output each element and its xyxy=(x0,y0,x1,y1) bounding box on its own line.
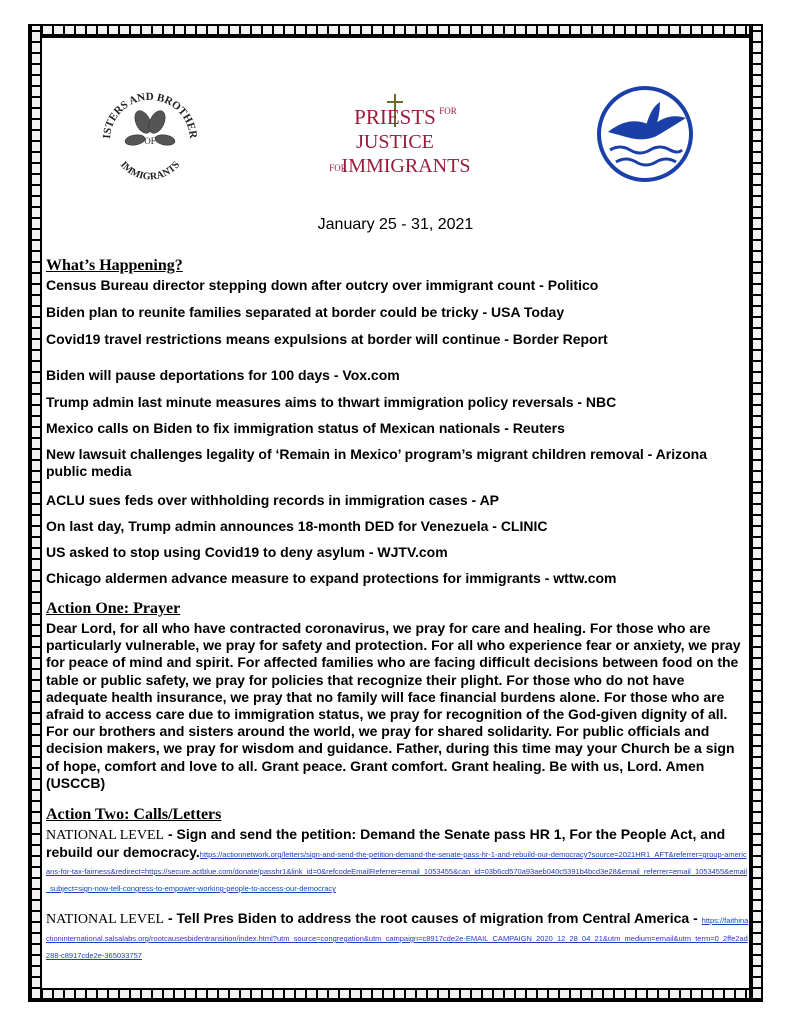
news-item[interactable]: New lawsuit challenges legality of ‘Remain in Mexico’ program’s migrant children removal - Arizona public media xyxy=(46,446,708,479)
priests-for-justice-logo xyxy=(320,92,470,182)
logo-line-3: IMMIGRANTS xyxy=(341,155,470,177)
news-item[interactable]: Census Bureau director stepping down after outcry over immigrant count - Politico xyxy=(46,277,599,293)
border-right xyxy=(749,24,763,1002)
call-text: - Tell Pres Biden to address the root causes of migration from Central America - xyxy=(164,910,702,926)
call-level: NATIONAL LEVEL xyxy=(46,912,165,927)
news-item[interactable]: Mexico calls on Biden to fix immigration status of Mexican nationals - Reuters xyxy=(46,420,565,436)
news-item[interactable]: On last day, Trump admin announces 18-month DED for Venezuela - CLINIC xyxy=(46,518,548,534)
news-item[interactable]: ACLU sues feds over withholding records in immigration cases - AP xyxy=(46,492,500,508)
news-item[interactable]: Biden will pause deportations for 100 days - Vox.com xyxy=(46,367,400,383)
action-one-title: Action One: Prayer xyxy=(46,600,181,617)
logo-for-2: FOR xyxy=(329,163,347,173)
action-two-title: Action Two: Calls/Letters xyxy=(46,806,222,823)
date-range: January 25 - 31, 2021 xyxy=(317,216,474,233)
border-left xyxy=(28,24,42,1002)
news-item[interactable]: US asked to stop using Covid19 to deny asylum - WJTV.com xyxy=(46,544,448,560)
call-item xyxy=(46,826,749,895)
sisters-brothers-logo xyxy=(95,82,205,192)
border-bottom xyxy=(28,988,763,1002)
call-link[interactable]: https://actionnetwork.org/letters/sign-and-send-the-petition-demand-the-senate-pass-hr-1-and-rebuild-our-democracy?source=2021HR1_AFT&referrer=group-americans-for-tax-fairness&redirect=https://secure.actblue.com/donate/passhr1&link_id=0&refcodeEmailReferrer=email_1053455&can_id=03b6cd570a93aeb040c5391b4bcd3e28&email_referrer=email_1053455&email_subject=sign-now-tell-congress-to-empower-working-people-to-access-our-democracy xyxy=(46,850,748,893)
whats-happening-title: What’s Happening? xyxy=(46,257,183,274)
logo-line-2: JUSTICE xyxy=(356,131,434,153)
prayer-text: Dear Lord, for all who have contracted coronavirus, we pray for care and healing. For those who are particularly vulnerable, we pray for safety and protection. For all who experience fear or anxiety, we pray for peace of mind and spirit. For affected families who are facing difficult decisions between food on the table or public safety, we pray for policies that recognize their plight. For those who do not have adequate health insurance, we pray that no family will face financial burdens alone. For those who are afraid to access care due to immigration status, we pray for recognition of the God-given dignity of all. For our brothers and sisters around the world, we pray for shared solidarity. For public officials and decision makers, we pray for wisdom and guidance. Father, during this time may your Church be a sign of hope, comfort and love to all. Grant peace. Grant comfort. Grant healing. Be with us, Lord. Amen (USCCB) xyxy=(46,620,741,791)
call-text: - Sign and send the petition: Demand the Senate pass HR 1, For the People Act, and rebuild our democracy. xyxy=(46,826,726,860)
call-level: NATIONAL LEVEL xyxy=(46,828,165,843)
news-item[interactable]: Biden plan to reunite families separated at border could be tricky - USA Today xyxy=(46,304,565,320)
news-item[interactable]: Covid19 travel restrictions means expulsions at border will continue - Border Report xyxy=(46,331,608,347)
svg-text:OF: OF xyxy=(144,136,156,146)
news-item[interactable]: Chicago aldermen advance measure to expand protections for immigrants - wttw.com xyxy=(46,570,617,586)
svg-text:SISTERS AND BROTHERS: ISTERS AND BROTHER xyxy=(100,90,200,140)
call-link[interactable]: https://faithinactioninternational.salsalabs.org/rootcausesbidentransition/index.html?utm_source=congregation&utm_campaign=c8917cde2e-EMAIL_CAMPAIGN_2020_12_28_04_21&utm_medium=email&utm_term=0_2ffe2ad288-c8917cde2e-365033757 xyxy=(46,916,749,960)
call-item xyxy=(46,910,749,962)
border-top xyxy=(28,24,763,38)
logo-line-1: PRIESTS xyxy=(354,105,436,129)
logo-for-1: FOR xyxy=(439,106,457,116)
dove-icon xyxy=(590,84,700,184)
news-item[interactable]: Trump admin last minute measures aims to thwart immigration policy reversals - NBC xyxy=(46,394,617,410)
logos-row xyxy=(95,82,715,202)
svg-text:IMMIGRANTS: IMMIGRANTS xyxy=(117,159,183,183)
